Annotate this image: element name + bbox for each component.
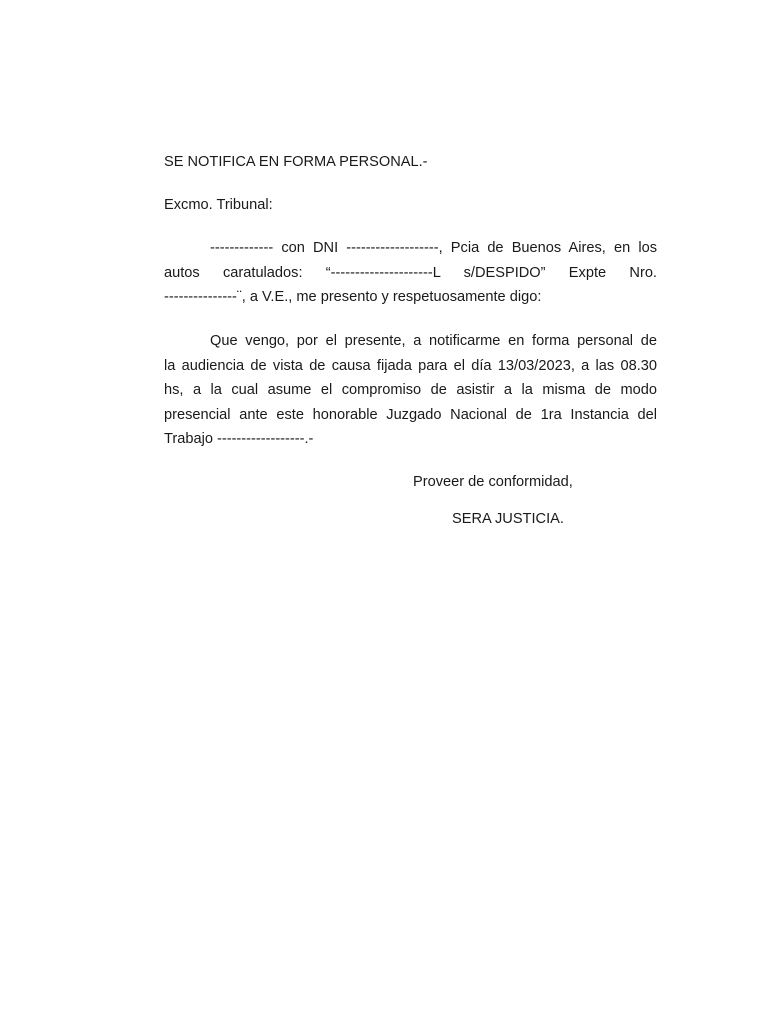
paragraph-line: ---------------¨, a V.E., me presento y respetuosamente digo: (164, 289, 542, 305)
salutation: Excmo. Tribunal: (164, 197, 273, 213)
closing-phrase: Proveer de conformidad, (413, 474, 573, 490)
paragraph-line: autos caratulados: “---------------------L s/DESPIDO” Expte Nro. (164, 264, 657, 281)
paragraph-line: hs, a la cual asume el compromiso de asistir a la misma de modo (164, 382, 657, 398)
paragraph-line: Trabajo ------------------.- (164, 431, 314, 447)
paragraph-line: Que vengo, por el presente, a notificarme en forma personal de (210, 333, 657, 349)
paragraph-notification (164, 329, 657, 452)
paragraph-line: la audiencia de vista de causa fijada para el día 13/03/2023, a las 08.30 (164, 357, 657, 374)
signature-line: SERA JUSTICIA. (452, 511, 564, 527)
paragraph-line: ------------- con DNI -------------------, Pcia de Buenos Aires, en los (210, 240, 657, 256)
document-heading: SE NOTIFICA EN FORMA PERSONAL.- (164, 154, 428, 170)
paragraph-line: presencial ante este honorable Juzgado Nacional de 1ra Instancia del (164, 406, 657, 423)
paragraph-presentation (164, 236, 657, 310)
